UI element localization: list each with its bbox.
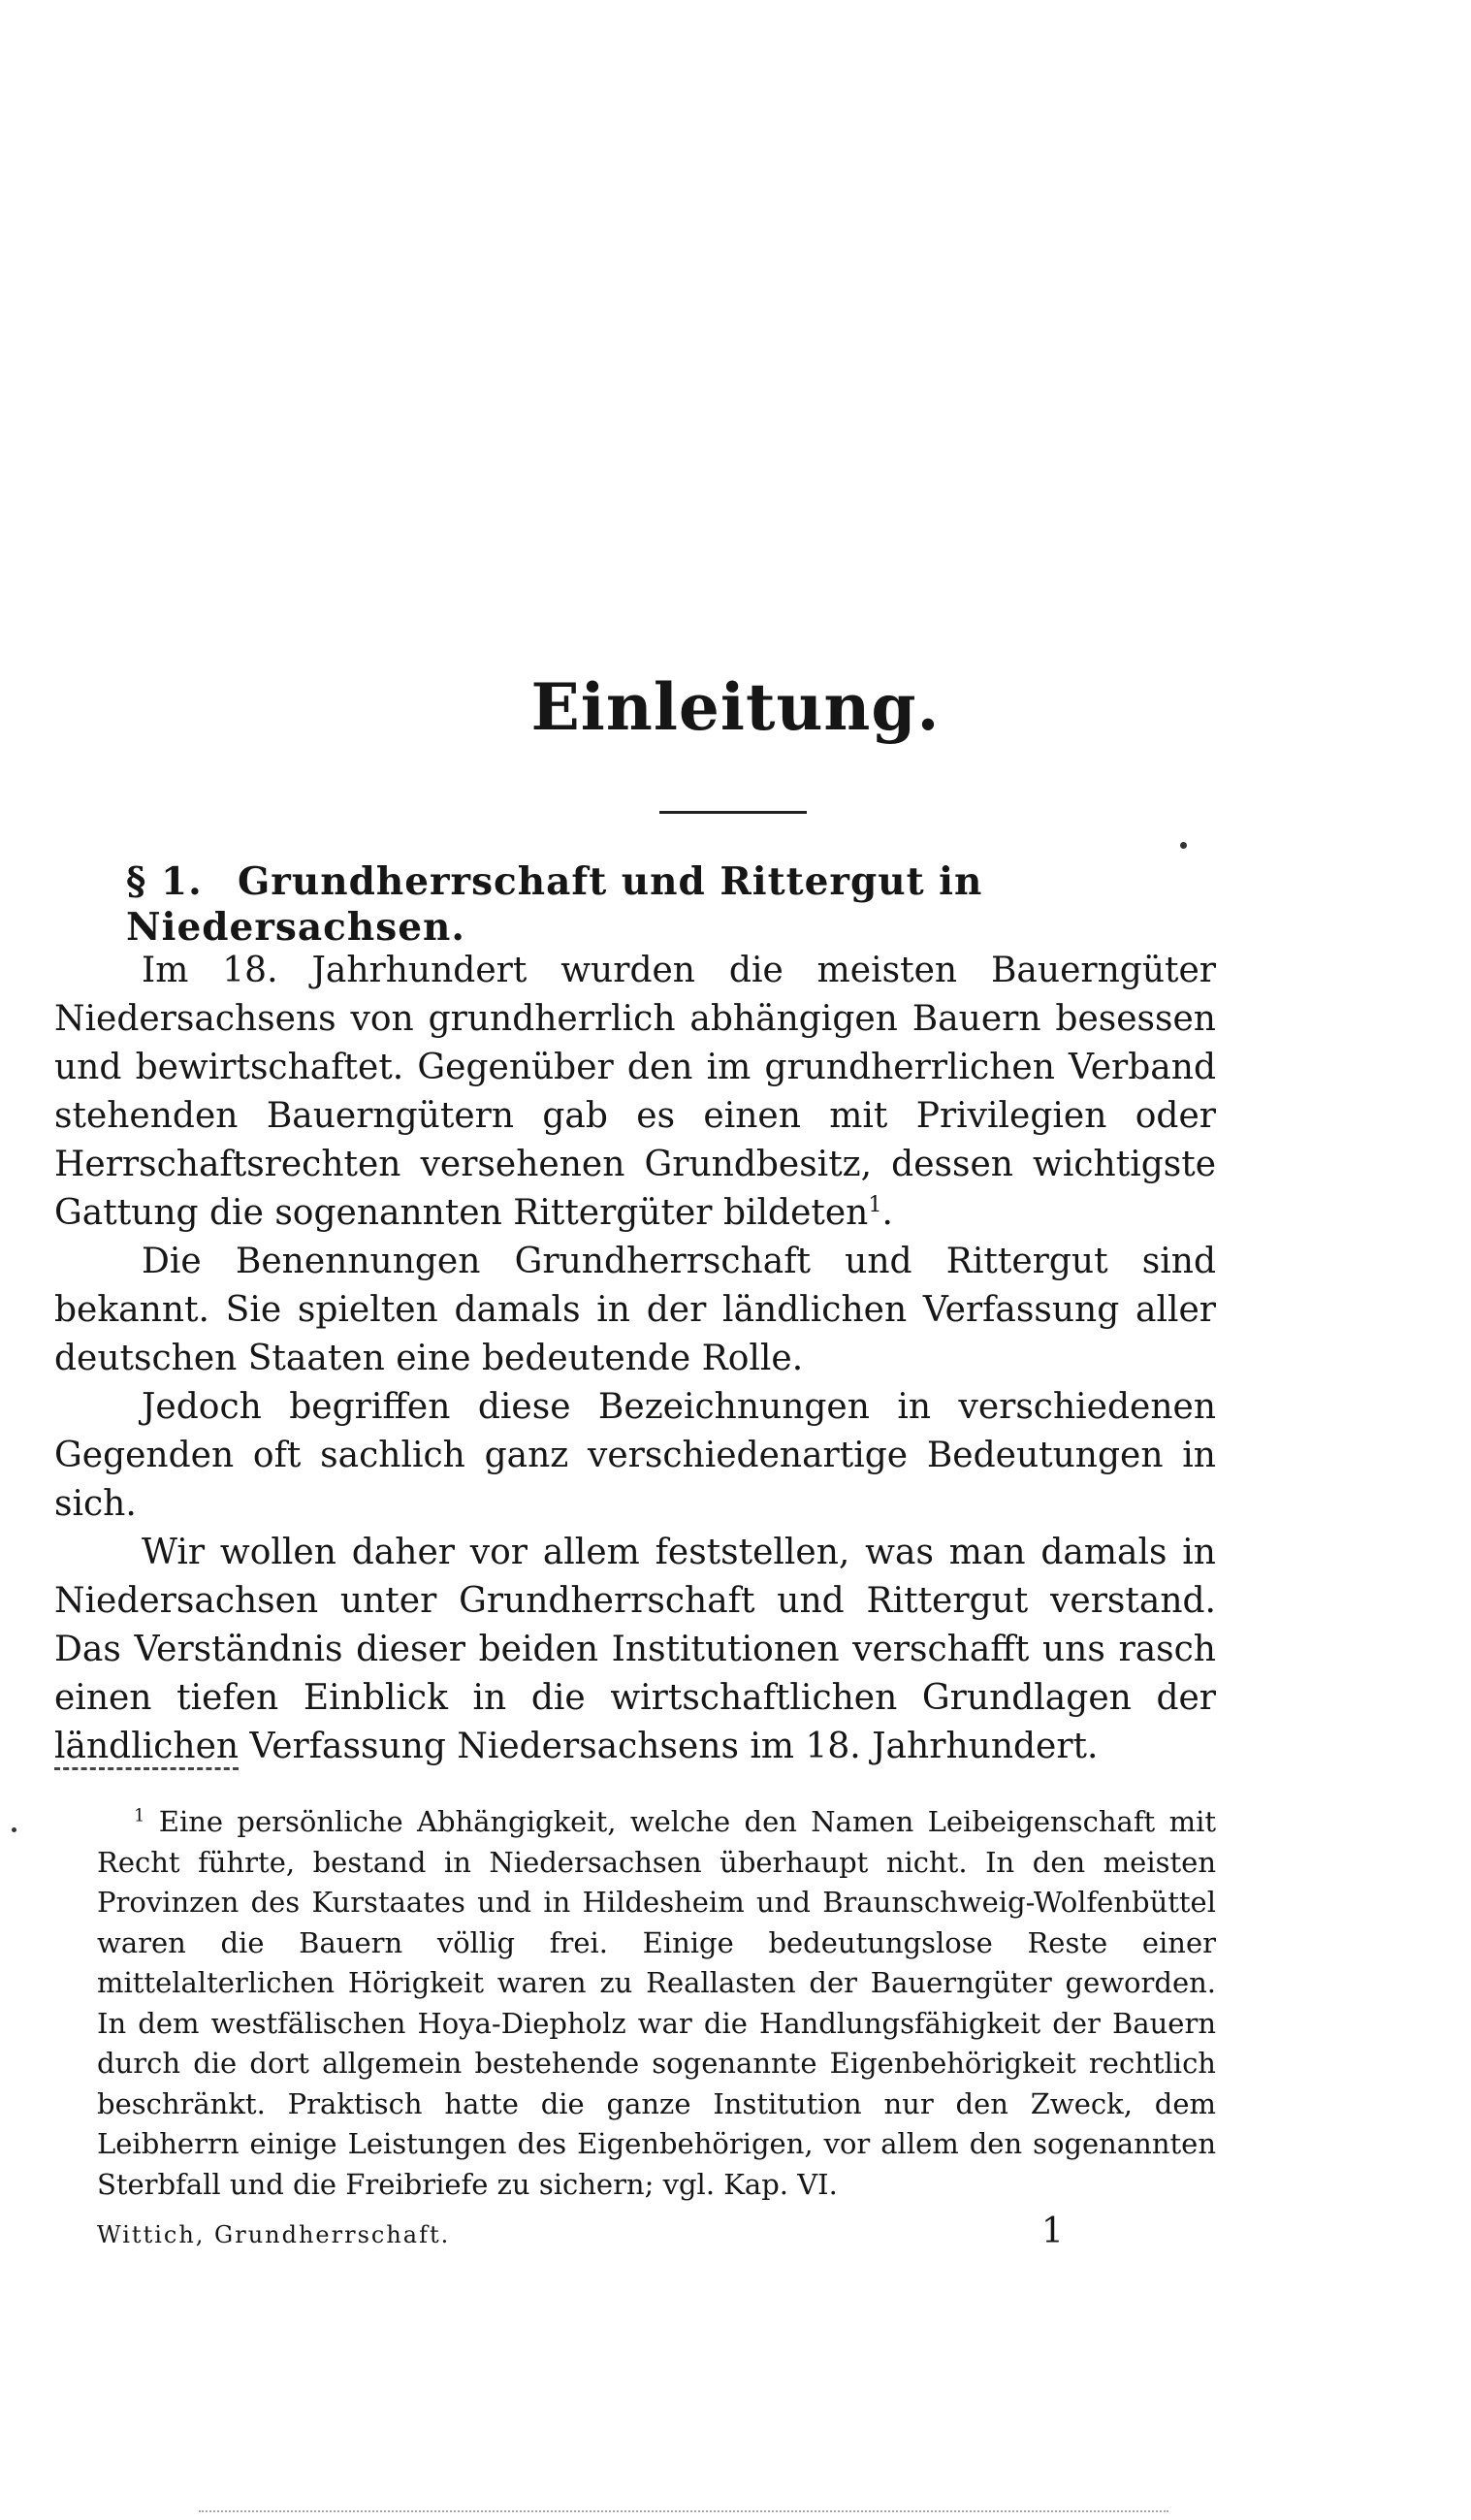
paragraph-4: Wir wollen daher vor allem feststellen, was man damals in Niedersachsen unter Grundherrschaft und Rittergut verstand. Das Verständnis dieser beiden Institutionen verschafft uns rasch einen tiefen Einblick in die wirtschaftlichen Grundlagen der ländlichen Verfassung Niedersachsens im 18. Jahrhundert. — [54, 1533, 1216, 1766]
printer-signature: Wittich, Grundherrschaft. — [97, 2221, 451, 2248]
page-number: 1 — [1041, 2212, 1064, 2251]
body-text — [54, 947, 1216, 1771]
footnote-body: Eine persönliche Abhängigkeit, welche den Namen Leibeigenschaft mit Recht führte, bestand in Niedersachsen überhaupt nicht. In den meisten Provinzen des Kurstaates und in Hildesheim und Braunschweig-Wolfenbüttel waren die Bauern völlig frei. Einige bedeutungslose Reste einer mittelalterlichen Hörigkeit waren zu Reallasten der Bauerngüter geworden. In dem westfälischen Hoya-Diepholz war die Handlungsfähigkeit der Bauern durch die dort allgemein bestehende sogenannte Eigenbehörigkeit rechtlich beschränkt. Praktisch hatte die ganze Institution nur den Zweck, dem Leibherrn einige Leistungen des Eigenbehörigen, vor allem den sogenannten Sterbfall und die Freibriefe zu sichern; vgl. Kap. VI. — [97, 1805, 1216, 2201]
section-number: § 1. — [126, 859, 203, 904]
scan-artifact-line — [199, 2510, 1168, 2512]
scan-speck — [12, 1827, 16, 1832]
title-divider — [659, 811, 807, 814]
paragraph-1-end: . — [881, 1193, 893, 1233]
paragraph-1 — [54, 947, 1216, 1238]
paragraph-1-text: Im 18. Jahrhundert wurden die meisten Bauerngüter Niedersachsens von grundherrlich abhängigen Bauern besessen und bewirtschaftet. Gegenüber den im grundherrlichen Verband stehenden Bauerngütern gab es einen mit Privilegien oder Herrschaftsrechten versehenen Grundbesitz, dessen wichtigste Gattung die sogenannten Rittergüter bildeten — [54, 951, 1216, 1233]
footnote-paragraph — [97, 1802, 1216, 2205]
section-heading — [126, 859, 1222, 951]
paragraph-2: Die Benennungen Grundherrschaft und Rittergut sind bekannt. Sie spielten damals in der ländlichen Verfassung aller deutschen Staaten eine bedeutende Rolle. — [54, 1242, 1216, 1378]
section-title: Grundherrschaft und Rittergut in Niedersachsen. — [126, 859, 983, 950]
chapter-title: Einleitung. — [530, 669, 941, 745]
footnote-reference: 1 — [868, 1192, 882, 1217]
paragraph-3: Jedoch begriffen diese Bezeichnungen in verschiedenen Gegenden oft sachlich ganz verschiedenartige Bedeutungen in sich. — [54, 1387, 1216, 1524]
footnote — [97, 1802, 1216, 2205]
scan-speck — [1180, 842, 1187, 849]
footnote-marker: 1 — [134, 1805, 145, 1826]
footnote-separator — [54, 1767, 239, 1770]
